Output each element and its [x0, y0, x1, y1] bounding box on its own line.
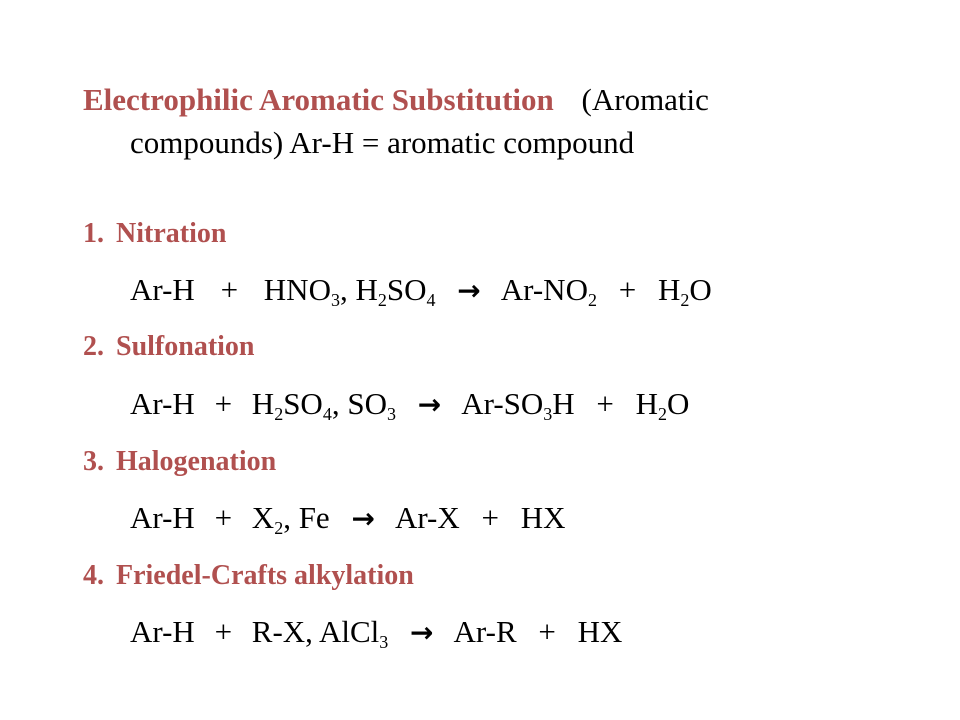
- reagent: $H_2SO_4$, $SO_3$: [251, 386, 396, 424]
- plus-sign: +: [214, 614, 233, 649]
- byproduct: $H_2O$: [635, 386, 690, 424]
- equation-halogenation: [130, 500, 566, 536]
- reactant: Ar-H: [130, 500, 195, 535]
- plus-sign: +: [618, 272, 637, 307]
- reactant: Ar-H: [130, 386, 195, 421]
- item-title-alkylation: [83, 560, 414, 592]
- reactant: Ar-H: [130, 614, 195, 649]
- item-number: 4.: [83, 560, 104, 591]
- heading-title-rest: (Aromatic: [581, 82, 709, 117]
- byproduct: HX: [577, 614, 623, 649]
- item-title-text: Sulfonation: [116, 331, 255, 362]
- plus-sign: +: [481, 500, 499, 535]
- item-title-text: Halogenation: [116, 446, 277, 477]
- equation-alkylation: [130, 614, 622, 650]
- item-title-text: Nitration: [116, 218, 227, 249]
- item-title-halogenation: [83, 446, 276, 478]
- item-number: 3.: [83, 446, 104, 477]
- reactant: Ar-H: [130, 272, 195, 307]
- reaction-arrow-icon: →: [417, 388, 442, 421]
- plus-sign: +: [596, 386, 614, 421]
- reaction-arrow-icon: →: [410, 616, 434, 649]
- product: $Ar-NO_2$: [500, 272, 597, 310]
- product: $Ar-SO_3H$: [461, 386, 575, 424]
- equation-sulfonation: [130, 386, 689, 422]
- reaction-arrow-icon: →: [351, 502, 375, 535]
- item-title-text: Friedel-Crafts alkylation: [116, 560, 414, 591]
- slide-heading: [83, 78, 883, 164]
- plus-sign: +: [220, 272, 239, 307]
- reaction-arrow-icon: →: [457, 274, 481, 307]
- plus-sign: +: [214, 386, 233, 421]
- byproduct: $H_2O$: [657, 272, 712, 310]
- reagent: R-X, AlCl$_3$: [251, 614, 389, 652]
- plus-sign: +: [214, 500, 233, 535]
- item-number: 1.: [83, 218, 104, 249]
- heading-continuation: compounds) Ar-H = aromatic compound: [130, 125, 635, 160]
- item-title-sulfonation: [83, 331, 255, 363]
- product: Ar-R: [453, 614, 517, 649]
- byproduct: HX: [520, 500, 566, 535]
- plus-sign: +: [538, 614, 556, 649]
- reagent: $X_2$, Fe: [251, 500, 330, 538]
- item-number: 2.: [83, 331, 104, 362]
- product: Ar-X: [394, 500, 460, 535]
- equation-nitration: [130, 272, 712, 308]
- reagent: $HNO_3$, $H_2SO_4$: [263, 272, 436, 310]
- heading-title: Electrophilic Aromatic Substitution: [83, 82, 554, 117]
- item-title-nitration: [83, 218, 226, 250]
